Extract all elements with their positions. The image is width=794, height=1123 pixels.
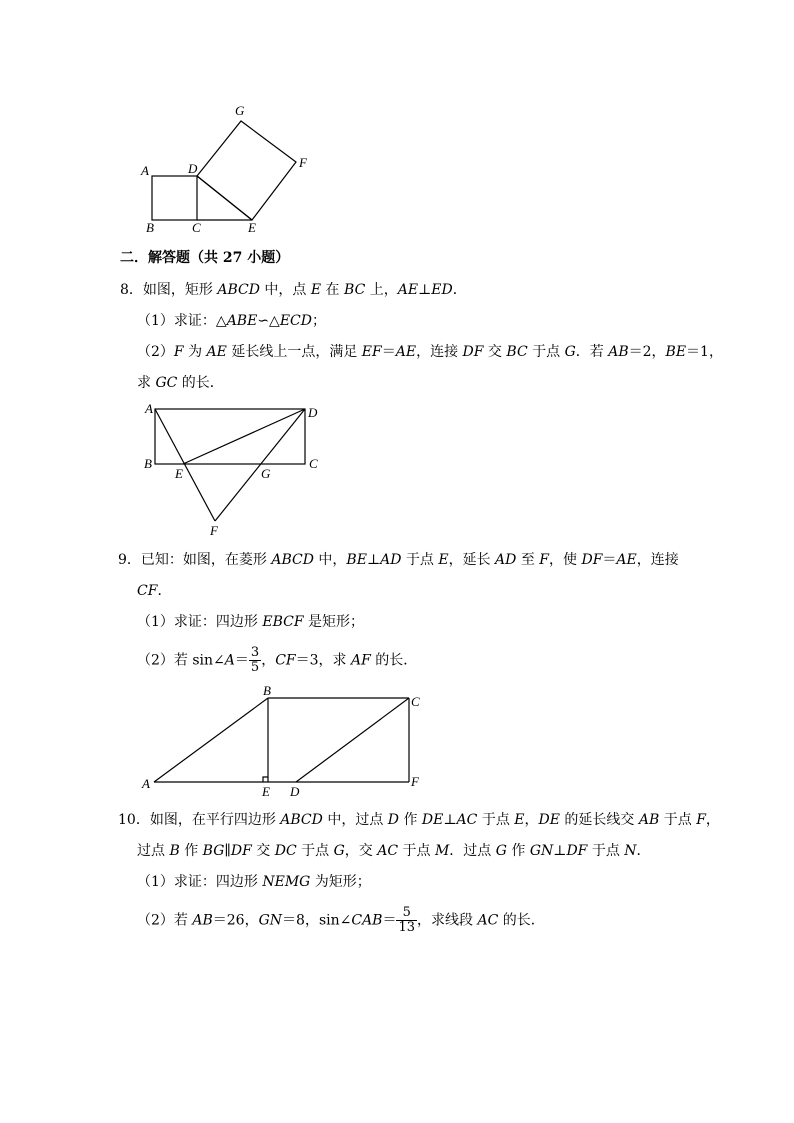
fraction-3-5: $\frac{3}{5}$ (250, 645, 260, 675)
label-b: B (263, 683, 271, 698)
label-f: F (411, 774, 419, 789)
right-angle-mark (263, 777, 268, 782)
label-d: D (290, 784, 300, 799)
label-a: A (141, 163, 149, 178)
label-c: C (309, 456, 318, 471)
q10-part2: （2）若 AB＝26，GN＝8，sin∠CAB＝ $\frac{5}{13}$ ，求线段 AC 的长． (137, 905, 545, 935)
label-a: A (142, 776, 150, 791)
q8-stem: 8．如图，矩形 ABCD 中，点 E 在 BC 上，AE⊥ED． (120, 282, 467, 298)
label-a: A (145, 401, 153, 416)
label-d: D (308, 405, 318, 420)
label-f: F (299, 155, 307, 170)
label-e: E (248, 220, 256, 235)
segment-ab (154, 698, 268, 782)
square-abcd (152, 176, 197, 220)
q10-part1: （1）求证：四边形 NEMG 为矩形； (137, 874, 371, 890)
figure-q8 (144, 401, 318, 538)
section-heading: 二．解答题（共 27 小题） (120, 250, 290, 266)
q8-part1: （1）求证：△ABE∽△ECD； (137, 313, 326, 329)
label-g: G (235, 103, 245, 118)
label-e: E (175, 466, 183, 481)
figure-squares (140, 103, 308, 235)
figure-q9 (141, 683, 420, 799)
q9-part1: （1）求证：四边形 EBCF 是矩形； (137, 614, 365, 630)
label-g: G (261, 466, 271, 481)
label-e: E (262, 784, 270, 799)
label-d: D (188, 161, 198, 176)
segment-de-diag (197, 176, 252, 220)
fraction-5-13: $\frac{5}{13}$ (398, 905, 416, 935)
square-defg (197, 121, 296, 220)
q9-part2: （2）若 sin∠A＝ $\frac{3}{5}$ ，CF＝3，求 AF 的长． (137, 645, 418, 675)
q10-stem-line1: 10．如图，在平行四边形 ABCD 中，过点 D 作 DE⊥AC 于点 E，DE 的延长线交 AB 于点 F， (118, 812, 720, 828)
label-c: C (411, 694, 420, 709)
label-b: B (146, 220, 154, 235)
q8-part2: （2）F 为 AE 延长线上一点，满足 EF＝AE，连接 DF 交 BC 于点 G．若 AB＝2，BE＝1， (137, 344, 723, 360)
label-c: C (192, 220, 201, 235)
q10-stem-line2: 过点 B 作 BG∥DF 交 DC 于点 G，交 AC 于点 M．过点 G 作 GN⊥DF 于点 N． (137, 843, 651, 859)
segment-dc (296, 698, 409, 782)
q9-stem: 9．已知：如图，在菱形 ABCD 中，BE⊥AD 于点 E，延长 AD 至 F，使 DF＝AE，连接 (118, 552, 679, 568)
label-b: B (144, 456, 152, 471)
segment-ed (183, 409, 305, 464)
segment-af (155, 409, 215, 521)
q8-part2-cont: 求 GC 的长． (137, 375, 224, 391)
label-f: F (210, 523, 218, 538)
segment-df (215, 409, 305, 521)
q9-stem-cont: CF． (137, 583, 172, 599)
